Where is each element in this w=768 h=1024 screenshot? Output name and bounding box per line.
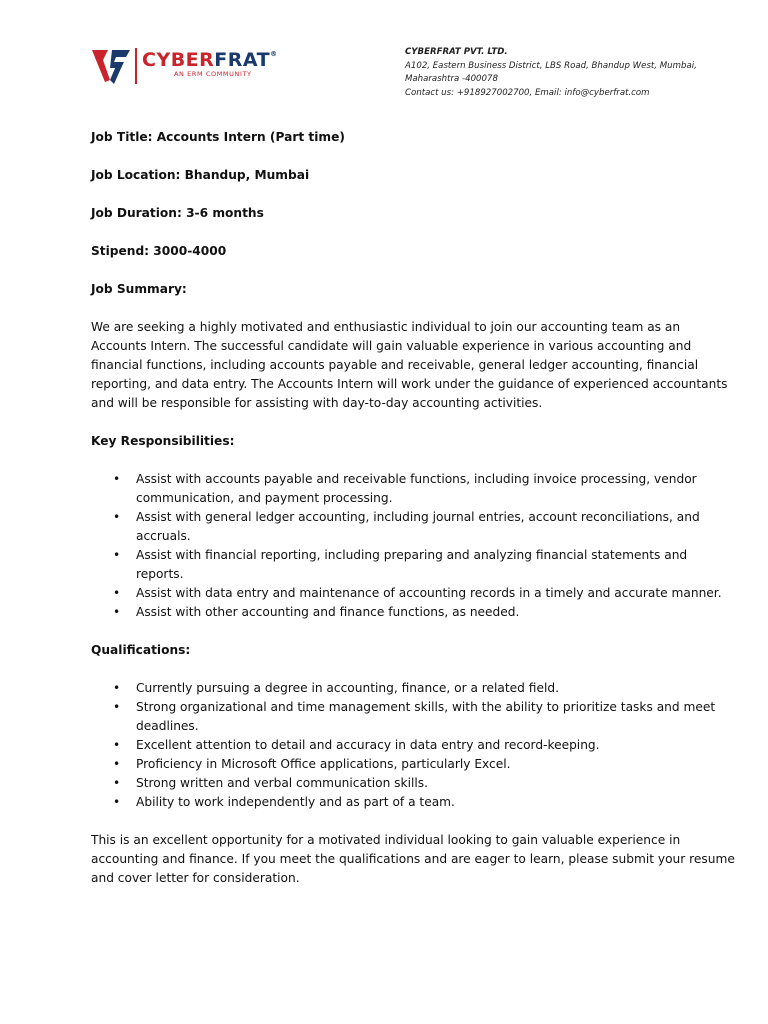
list-item-line: Proficiency in Microsoft Office applications, particularly Excel. (136, 757, 511, 771)
list-item-line: Assist with financial reporting, including preparing and analyzing financial statements and (136, 548, 688, 562)
bullet-icon: • (113, 605, 121, 619)
summary-line: and will be responsible for assisting with day-to-day accounting activities. (91, 396, 543, 410)
company-name: CYBERFRAT PVT. LTD. (405, 47, 508, 57)
summary-line: financial functions, including accounts payable and receivable, general ledger accounting, financial (91, 358, 699, 372)
bullet-icon: • (113, 472, 121, 486)
bullet-icon: • (113, 510, 121, 524)
bullet-icon: • (113, 738, 121, 752)
company-address-line-1: A102, Eastern Business District, LBS Road, Bhandup West, Mumbai, (405, 60, 697, 71)
job-location: Job Location: Bhandup, Mumbai (91, 168, 310, 182)
company-logo (90, 44, 280, 94)
cyberfrat-logo-icon (90, 46, 130, 86)
logo-divider (135, 48, 137, 84)
bullet-icon: • (113, 586, 121, 600)
closing-line: accounting and finance. If you meet the qualifications and are eager to learn, please submit your resume (91, 852, 735, 866)
logo-registered-mark: ® (270, 50, 278, 58)
job-summary-heading: Job Summary: (91, 282, 187, 296)
logo-tagline: AN ERM COMMUNITY (174, 70, 252, 78)
bullet-icon: • (113, 548, 121, 562)
company-address-line-2: Maharashtra -400078 (405, 74, 498, 84)
job-description (91, 128, 736, 907)
list-item-line: Strong organizational and time management skills, with the ability to prioritize tasks and meet (136, 700, 716, 714)
list-item-line: Strong written and verbal communication skills. (136, 776, 428, 790)
closing-line: This is an excellent opportunity for a motivated individual looking to gain valuable experience in (91, 833, 681, 847)
list-item (91, 508, 736, 546)
logo-wordmark (142, 51, 278, 70)
qualifications-heading: Qualifications: (91, 643, 191, 657)
list-item (91, 755, 736, 774)
list-item (91, 603, 736, 622)
list-item-line: Excellent attention to detail and accuracy in data entry and record-keeping. (136, 738, 600, 752)
list-item-line: Assist with accounts payable and receivable functions, including invoice processing, vendor (136, 472, 697, 486)
closing-paragraph (91, 831, 736, 888)
qualifications-list (91, 679, 736, 812)
list-item (91, 584, 736, 603)
closing-line: and cover letter for consideration. (91, 871, 300, 885)
bullet-icon: • (113, 681, 121, 695)
list-item-line: accruals. (136, 529, 191, 543)
list-item (91, 679, 736, 698)
list-item (91, 546, 736, 584)
list-item (91, 470, 736, 508)
list-item (91, 698, 736, 736)
list-item (91, 793, 736, 812)
job-summary-paragraph (91, 318, 736, 413)
list-item-line: deadlines. (136, 719, 199, 733)
logo-wordmark-frat: FRAT (214, 49, 271, 71)
bullet-icon: • (113, 776, 121, 790)
bullet-icon: • (113, 757, 121, 771)
list-item (91, 736, 736, 755)
responsibilities-list (91, 470, 736, 622)
company-info (405, 46, 735, 100)
job-title: Job Title: Accounts Intern (Part time) (91, 130, 345, 144)
list-item-line: reports. (136, 567, 184, 581)
summary-line: reporting, and data entry. The Accounts Intern will work under the guidance of experienced accountants (91, 377, 728, 391)
bullet-icon: • (113, 700, 121, 714)
list-item-line: Assist with data entry and maintenance of accounting records in a timely and accurate manner. (136, 586, 722, 600)
list-item (91, 774, 736, 793)
company-contact: Contact us: +918927002700, Email: info@cyberfrat.com (405, 87, 650, 98)
list-item-line: Currently pursuing a degree in accounting, finance, or a related field. (136, 681, 559, 695)
job-stipend: Stipend: 3000-4000 (91, 244, 227, 258)
summary-line: Accounts Intern. The successful candidate will gain valuable experience in various accounting and (91, 339, 692, 353)
summary-line: We are seeking a highly motivated and enthusiastic individual to join our accounting team as an (91, 320, 681, 334)
list-item-line: Ability to work independently and as part of a team. (136, 795, 455, 809)
job-duration: Job Duration: 3-6 months (91, 206, 264, 220)
list-item-line: Assist with general ledger accounting, including journal entries, account reconciliations, and (136, 510, 700, 524)
list-item-line: Assist with other accounting and finance functions, as needed. (136, 605, 520, 619)
list-item-line: communication, and payment processing. (136, 491, 393, 505)
bullet-icon: • (113, 795, 121, 809)
responsibilities-heading: Key Responsibilities: (91, 434, 235, 448)
logo-wordmark-cyber: CYBER (142, 49, 215, 71)
